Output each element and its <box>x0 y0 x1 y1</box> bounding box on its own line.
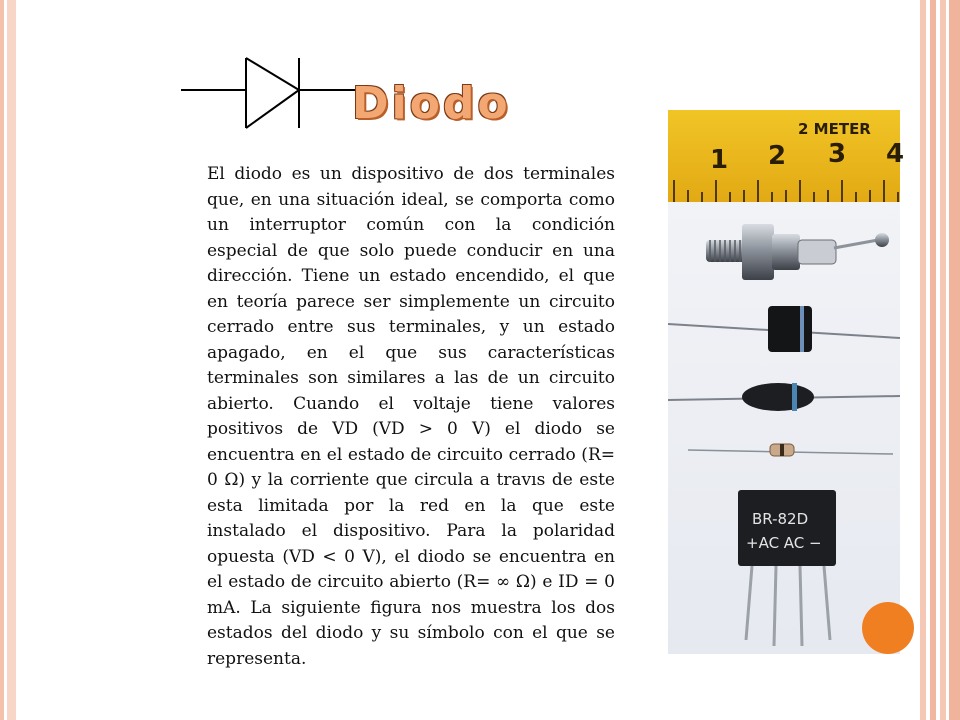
left-border-decoration <box>0 0 16 720</box>
bridge-pin-labels: +AC AC − <box>746 534 822 552</box>
diodes-photo <box>668 110 905 654</box>
ruler-number: 3 <box>828 139 847 169</box>
ruler-number: 2 <box>768 141 787 171</box>
diodes-illustration <box>668 110 905 654</box>
diode-symbol-icon <box>178 52 368 132</box>
ruler-number: 4 <box>886 139 905 169</box>
ruler-number: 1 <box>710 145 729 175</box>
accent-circle <box>862 602 914 654</box>
ruler <box>668 110 904 202</box>
right-stripe-decoration <box>916 0 960 720</box>
bridge-part-number: BR-82D <box>752 510 809 528</box>
slide-title: Diodo <box>352 78 511 129</box>
body-paragraph: El diodo es un dispositivo de dos terminales que, en una situación ideal, se comporta como un interruptor común con la condición especial de que solo puede conducir en una dirección. Tiene un estado encendido, el que en teoría parece ser simplemente un circuito cerrado entre sus terminales, y un estado apagado, en el que sus características terminales son similares a las de un circuito abierto. Cuando el voltaje tiene valores positivos de VD (VD > 0 V) el diodo se encuentra en el estado de circuito cerrado (R= 0 Ω) y la corriente que circula a travıs de este esta limitada por la red en la que este instalado el dispositivo. Para la polaridad opuesta (VD < 0 V), el diodo se encuentra en el estado de circuito abierto (R= ∞ Ω) e ID = 0 mA. La siguiente figura nos muestra los dos estados del diodo y su símbolo con el que se representa. <box>207 164 615 669</box>
ruler-unit-label: 2 METER <box>798 120 871 138</box>
